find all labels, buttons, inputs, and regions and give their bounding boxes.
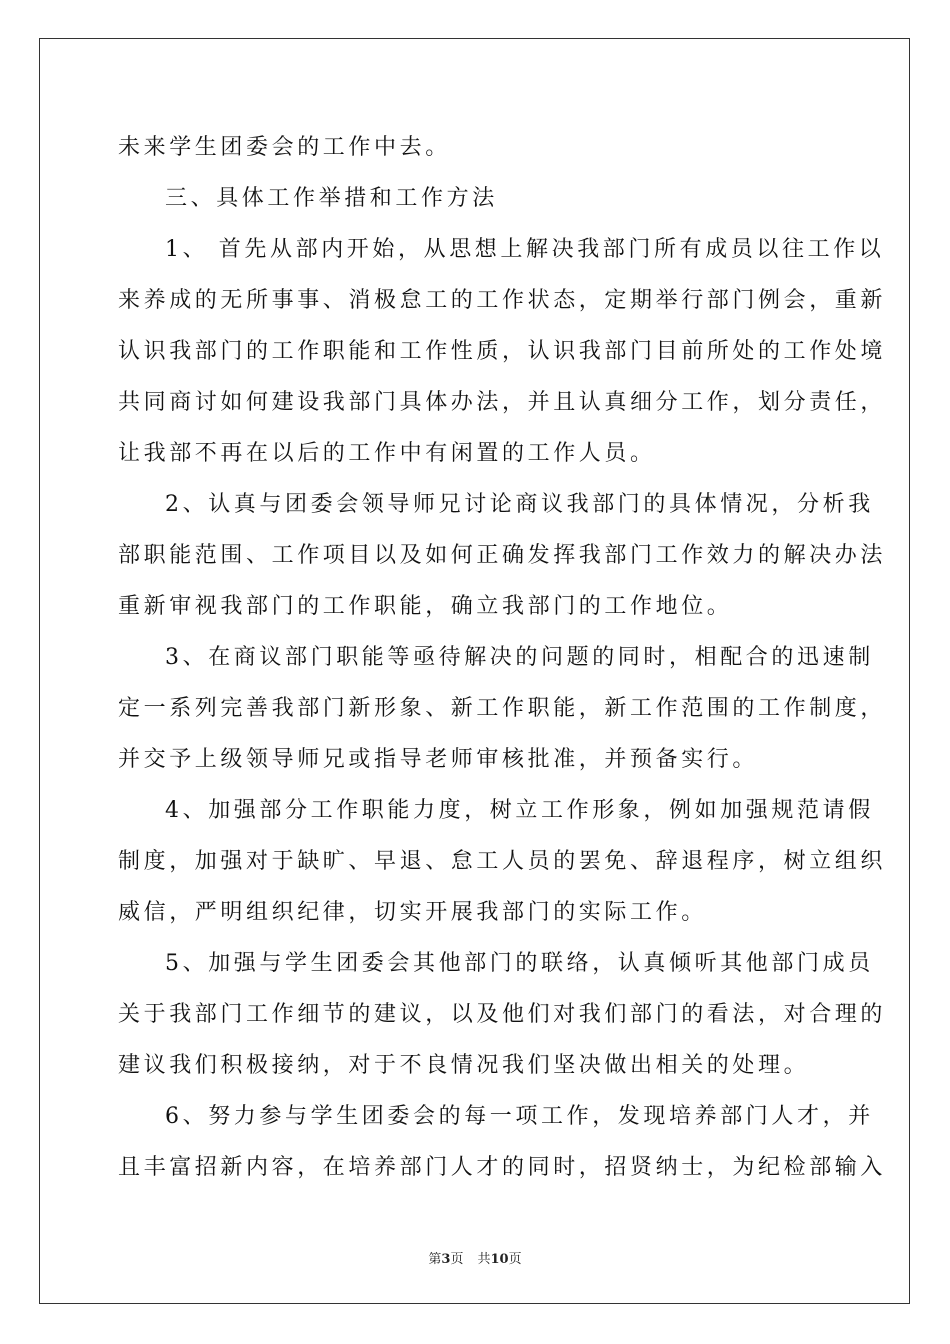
text-line: 定一系列完善我部门新形象、新工作职能，新工作范围的工作制度， [118, 696, 887, 721]
page-footer [0, 1248, 950, 1267]
page-number: 3 [441, 1252, 451, 1267]
text-line: 让我部不再在以后的工作中有闲置的工作人员。 [118, 441, 656, 466]
text-line: 来养成的无所事事、消极怠工的工作状态，定期举行部门例会，重新 [118, 288, 887, 313]
section-heading: 三、具体工作举措和工作方法 [165, 186, 498, 211]
total-pages: 10 [490, 1252, 509, 1267]
text-line: 认识我部门的工作职能和工作性质，认识我部门目前所处的工作处境 [118, 339, 887, 364]
text-line: 3、在商议部门职能等亟待解决的问题的同时，相配合的迅速制 [165, 645, 874, 670]
text-line: 并交予上级领导师兄或指导老师审核批准，并预备实行。 [118, 747, 759, 772]
text-line: 共同商讨如何建设我部门具体办法，并且认真细分工作，划分责任， [118, 390, 887, 415]
document-body [118, 122, 887, 1193]
text-line: 1、 首先从部内开始，从思想上解决我部门所有成员以往工作以 [165, 237, 885, 262]
text-line: 未来学生团委会的工作中去。 [118, 135, 451, 160]
text-line: 部职能范围、工作项目以及如何正确发挥我部门工作效力的解决办法 [118, 543, 887, 568]
text-line: 重新审视我部门的工作职能，确立我部门的工作地位。 [118, 594, 733, 619]
text-line: 威信，严明组织纪律，切实开展我部门的实际工作。 [118, 900, 707, 925]
text-line: 2、认真与团委会领导师兄讨论商议我部门的具体情况，分析我 [165, 492, 874, 517]
text-line: 4、加强部分工作职能力度，树立工作形象，例如加强规范请假 [165, 798, 874, 823]
page-suffix: 页 [450, 1252, 464, 1267]
total-prefix: 共 [477, 1252, 491, 1267]
text-line: 5、加强与学生团委会其他部门的联络，认真倾听其他部门成员 [165, 951, 874, 976]
text-line: 关于我部门工作细节的建议，以及他们对我们部门的看法，对合理的 [118, 1002, 887, 1027]
page-prefix: 第 [428, 1252, 442, 1267]
text-line: 且丰富招新内容，在培养部门人才的同时，招贤纳士，为纪检部输入 [118, 1155, 887, 1180]
text-line: 制度，加强对于缺旷、早退、怠工人员的罢免、辞退程序，树立组织 [118, 849, 887, 874]
total-suffix: 页 [508, 1252, 522, 1267]
text-line: 6、努力参与学生团委会的每一项工作，发现培养部门人才，并 [165, 1104, 874, 1129]
text-line: 建议我们积极接纳，对于不良情况我们坚决做出相关的处理。 [118, 1053, 810, 1078]
